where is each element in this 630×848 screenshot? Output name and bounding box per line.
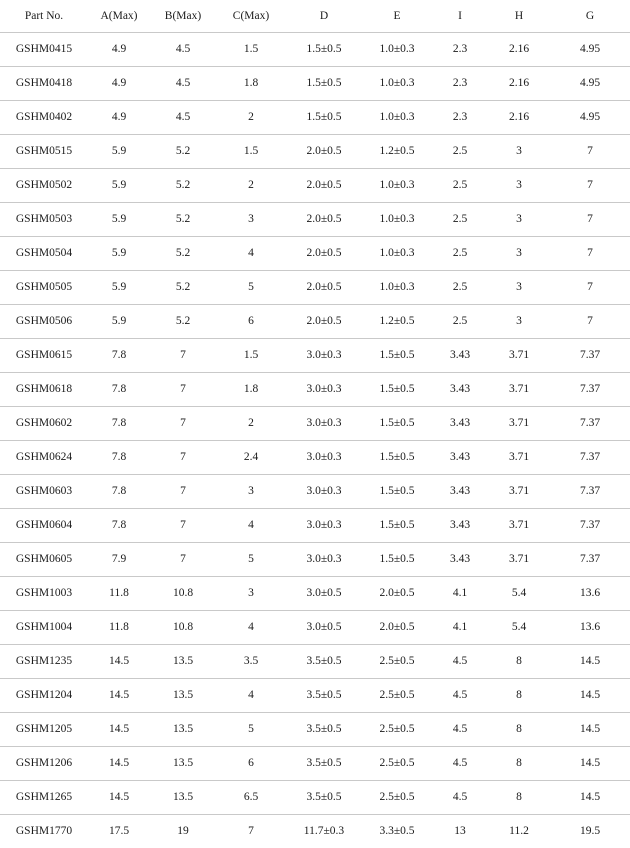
cell-value: 2.3 [432, 33, 488, 67]
cell-part-no: GSHM0504 [0, 237, 88, 271]
cell-value: 2.5±0.5 [362, 781, 432, 815]
cell-value: 3.71 [488, 475, 550, 509]
table-row [0, 645, 630, 679]
cell-value: 2 [216, 407, 286, 441]
cell-value: 3 [216, 475, 286, 509]
cell-value: 7 [550, 237, 630, 271]
cell-part-no: GSHM0615 [0, 339, 88, 373]
cell-part-no: GSHM1205 [0, 713, 88, 747]
cell-value: 3.0±0.3 [286, 339, 362, 373]
cell-value: 8 [488, 645, 550, 679]
cell-value: 2.4 [216, 441, 286, 475]
cell-value: 3.43 [432, 475, 488, 509]
cell-part-no: GSHM1004 [0, 611, 88, 645]
cell-value: 4 [216, 679, 286, 713]
table-row [0, 237, 630, 271]
cell-value: 3.71 [488, 339, 550, 373]
cell-value: 4.5 [432, 781, 488, 815]
cell-value: 7 [150, 509, 216, 543]
table-row [0, 543, 630, 577]
cell-value: 8 [488, 679, 550, 713]
cell-value: 2 [216, 169, 286, 203]
cell-value: 3.5 [216, 645, 286, 679]
cell-value: 13.5 [150, 679, 216, 713]
cell-value: 13.6 [550, 577, 630, 611]
cell-value: 13.5 [150, 645, 216, 679]
cell-value: 7.8 [88, 407, 150, 441]
table-header-row [0, 0, 630, 33]
cell-value: 5.2 [150, 237, 216, 271]
cell-part-no: GSHM0418 [0, 67, 88, 101]
cell-value: 7 [550, 135, 630, 169]
cell-value: 7.8 [88, 509, 150, 543]
cell-part-no: GSHM0618 [0, 373, 88, 407]
cell-part-no: GSHM0505 [0, 271, 88, 305]
cell-value: 7.37 [550, 509, 630, 543]
cell-value: 3.43 [432, 339, 488, 373]
table-row [0, 679, 630, 713]
cell-value: 2.5±0.5 [362, 679, 432, 713]
cell-value: 7 [550, 169, 630, 203]
cell-value: 3.0±0.3 [286, 407, 362, 441]
cell-value: 1.5±0.5 [362, 475, 432, 509]
cell-value: 5.9 [88, 135, 150, 169]
cell-value: 2.0±0.5 [286, 271, 362, 305]
cell-value: 2.5 [432, 169, 488, 203]
cell-value: 4.5 [432, 679, 488, 713]
cell-value: 7.37 [550, 543, 630, 577]
cell-value: 3.3±0.5 [362, 815, 432, 848]
cell-value: 8 [488, 747, 550, 781]
cell-value: 6 [216, 747, 286, 781]
cell-value: 2.5±0.5 [362, 645, 432, 679]
cell-value: 2.5 [432, 237, 488, 271]
cell-value: 4.5 [150, 33, 216, 67]
cell-value: 5.2 [150, 169, 216, 203]
cell-value: 3.5±0.5 [286, 781, 362, 815]
cell-value: 3 [488, 271, 550, 305]
cell-value: 14.5 [550, 747, 630, 781]
cell-value: 2.5 [432, 203, 488, 237]
cell-value: 4.5 [432, 645, 488, 679]
cell-value: 11.8 [88, 611, 150, 645]
cell-part-no: GSHM1003 [0, 577, 88, 611]
cell-value: 3.43 [432, 441, 488, 475]
cell-value: 3.0±0.3 [286, 509, 362, 543]
cell-value: 19.5 [550, 815, 630, 848]
cell-value: 4.95 [550, 67, 630, 101]
cell-value: 13.5 [150, 747, 216, 781]
table-row [0, 101, 630, 135]
cell-value: 14.5 [88, 781, 150, 815]
cell-value: 11.2 [488, 815, 550, 848]
cell-value: 3.43 [432, 509, 488, 543]
cell-value: 7.37 [550, 373, 630, 407]
cell-value: 5.2 [150, 271, 216, 305]
table-row [0, 441, 630, 475]
cell-part-no: GSHM0605 [0, 543, 88, 577]
cell-value: 14.5 [88, 679, 150, 713]
cell-value: 8 [488, 713, 550, 747]
cell-value: 14.5 [88, 645, 150, 679]
cell-value: 5.9 [88, 203, 150, 237]
cell-value: 1.8 [216, 67, 286, 101]
cell-value: 3.71 [488, 373, 550, 407]
cell-part-no: GSHM0604 [0, 509, 88, 543]
cell-part-no: GSHM1770 [0, 815, 88, 848]
cell-value: 3 [216, 577, 286, 611]
cell-value: 1.0±0.3 [362, 271, 432, 305]
table-row [0, 747, 630, 781]
cell-value: 2.0±0.5 [286, 135, 362, 169]
column-header-i: I [432, 0, 488, 33]
cell-value: 2.5±0.5 [362, 713, 432, 747]
cell-value: 5 [216, 713, 286, 747]
cell-value: 4.9 [88, 33, 150, 67]
cell-value: 2.3 [432, 101, 488, 135]
cell-value: 1.0±0.3 [362, 237, 432, 271]
cell-value: 4.5 [432, 747, 488, 781]
cell-value: 4 [216, 509, 286, 543]
table-row [0, 373, 630, 407]
cell-value: 1.5±0.5 [362, 373, 432, 407]
cell-value: 7.37 [550, 339, 630, 373]
cell-value: 1.5 [216, 339, 286, 373]
column-header-h: H [488, 0, 550, 33]
table-row [0, 611, 630, 645]
cell-value: 7 [150, 373, 216, 407]
cell-value: 7 [150, 543, 216, 577]
cell-value: 3 [488, 305, 550, 339]
cell-value: 2.5±0.5 [362, 747, 432, 781]
cell-value: 4 [216, 237, 286, 271]
column-header-b-max: B(Max) [150, 0, 216, 33]
cell-value: 3.43 [432, 407, 488, 441]
cell-value: 5.2 [150, 135, 216, 169]
cell-value: 13.5 [150, 781, 216, 815]
cell-value: 2.0±0.5 [286, 237, 362, 271]
cell-value: 1.2±0.5 [362, 305, 432, 339]
cell-value: 2.3 [432, 67, 488, 101]
table-row [0, 407, 630, 441]
cell-part-no: GSHM1204 [0, 679, 88, 713]
cell-value: 17.5 [88, 815, 150, 848]
cell-value: 14.5 [550, 645, 630, 679]
cell-value: 7 [150, 339, 216, 373]
cell-value: 5.4 [488, 611, 550, 645]
cell-value: 7 [150, 441, 216, 475]
cell-value: 4.5 [150, 101, 216, 135]
cell-value: 14.5 [88, 747, 150, 781]
cell-value: 4.9 [88, 67, 150, 101]
cell-part-no: GSHM0402 [0, 101, 88, 135]
cell-value: 5 [216, 271, 286, 305]
cell-value: 14.5 [550, 679, 630, 713]
cell-part-no: GSHM0503 [0, 203, 88, 237]
cell-value: 1.5 [216, 33, 286, 67]
cell-value: 1.5±0.5 [362, 509, 432, 543]
table-row [0, 67, 630, 101]
table-row [0, 577, 630, 611]
cell-value: 1.5±0.5 [286, 101, 362, 135]
cell-value: 7 [550, 305, 630, 339]
cell-value: 1.5±0.5 [362, 441, 432, 475]
cell-value: 2.5 [432, 271, 488, 305]
column-header-part-no: Part No. [0, 0, 88, 33]
cell-part-no: GSHM0415 [0, 33, 88, 67]
table-row [0, 33, 630, 67]
cell-value: 4.95 [550, 33, 630, 67]
cell-value: 4.1 [432, 577, 488, 611]
cell-value: 4.5 [432, 713, 488, 747]
cell-value: 4.1 [432, 611, 488, 645]
table-row [0, 203, 630, 237]
cell-value: 11.7±0.3 [286, 815, 362, 848]
cell-value: 3.5±0.5 [286, 747, 362, 781]
column-header-e: E [362, 0, 432, 33]
cell-part-no: GSHM1235 [0, 645, 88, 679]
cell-part-no: GSHM0603 [0, 475, 88, 509]
cell-value: 3.5±0.5 [286, 679, 362, 713]
cell-value: 2.5 [432, 305, 488, 339]
cell-value: 1.0±0.3 [362, 33, 432, 67]
cell-value: 4.95 [550, 101, 630, 135]
table-row [0, 305, 630, 339]
cell-value: 2.16 [488, 33, 550, 67]
cell-value: 5.4 [488, 577, 550, 611]
cell-part-no: GSHM1265 [0, 781, 88, 815]
cell-value: 5 [216, 543, 286, 577]
cell-value: 3.43 [432, 373, 488, 407]
cell-value: 3.0±0.5 [286, 577, 362, 611]
cell-value: 7.8 [88, 339, 150, 373]
cell-value: 10.8 [150, 611, 216, 645]
table-row [0, 815, 630, 848]
cell-value: 6.5 [216, 781, 286, 815]
cell-value: 3 [216, 203, 286, 237]
cell-value: 4 [216, 611, 286, 645]
cell-value: 1.5±0.5 [362, 407, 432, 441]
cell-value: 2.0±0.5 [362, 577, 432, 611]
table-body [0, 33, 630, 848]
cell-value: 2.0±0.5 [286, 203, 362, 237]
cell-value: 13 [432, 815, 488, 848]
cell-value: 7.37 [550, 407, 630, 441]
cell-value: 14.5 [550, 713, 630, 747]
cell-value: 2.5 [432, 135, 488, 169]
table-row [0, 271, 630, 305]
cell-value: 1.8 [216, 373, 286, 407]
table-row [0, 135, 630, 169]
cell-value: 1.0±0.3 [362, 67, 432, 101]
cell-value: 7.8 [88, 373, 150, 407]
cell-part-no: GSHM0624 [0, 441, 88, 475]
cell-value: 2.16 [488, 101, 550, 135]
cell-value: 2.16 [488, 67, 550, 101]
cell-value: 3.71 [488, 509, 550, 543]
cell-value: 3.0±0.3 [286, 373, 362, 407]
cell-value: 3.5±0.5 [286, 645, 362, 679]
cell-value: 3.71 [488, 543, 550, 577]
cell-value: 1.5±0.5 [362, 339, 432, 373]
cell-value: 10.8 [150, 577, 216, 611]
cell-value: 13.5 [150, 713, 216, 747]
cell-value: 3.71 [488, 407, 550, 441]
cell-value: 8 [488, 781, 550, 815]
cell-value: 7.8 [88, 475, 150, 509]
table-row [0, 169, 630, 203]
cell-value: 2.0±0.5 [286, 305, 362, 339]
cell-value: 7 [550, 271, 630, 305]
column-header-g: G [550, 0, 630, 33]
cell-value: 5.2 [150, 203, 216, 237]
cell-part-no: GSHM0506 [0, 305, 88, 339]
cell-value: 3.71 [488, 441, 550, 475]
cell-part-no: GSHM0515 [0, 135, 88, 169]
cell-value: 7 [550, 203, 630, 237]
cell-value: 3.0±0.5 [286, 611, 362, 645]
column-header-a-max: A(Max) [88, 0, 150, 33]
cell-value: 7.37 [550, 475, 630, 509]
cell-value: 3 [488, 135, 550, 169]
cell-value: 2.0±0.5 [362, 611, 432, 645]
cell-value: 2 [216, 101, 286, 135]
cell-value: 5.9 [88, 271, 150, 305]
cell-value: 3.0±0.3 [286, 475, 362, 509]
cell-value: 1.0±0.3 [362, 169, 432, 203]
column-header-c-max: C(Max) [216, 0, 286, 33]
cell-value: 7 [216, 815, 286, 848]
cell-value: 1.0±0.3 [362, 203, 432, 237]
cell-value: 3.43 [432, 543, 488, 577]
cell-value: 14.5 [550, 781, 630, 815]
cell-value: 1.5 [216, 135, 286, 169]
cell-value: 14.5 [88, 713, 150, 747]
cell-value: 3 [488, 169, 550, 203]
cell-value: 19 [150, 815, 216, 848]
cell-value: 6 [216, 305, 286, 339]
cell-value: 11.8 [88, 577, 150, 611]
cell-value: 3.5±0.5 [286, 713, 362, 747]
table-header [0, 0, 630, 33]
cell-value: 3 [488, 237, 550, 271]
cell-value: 3.0±0.3 [286, 543, 362, 577]
cell-value: 5.9 [88, 237, 150, 271]
cell-value: 7 [150, 407, 216, 441]
table-row [0, 713, 630, 747]
table-row [0, 339, 630, 373]
table-row [0, 781, 630, 815]
cell-part-no: GSHM0602 [0, 407, 88, 441]
cell-part-no: GSHM1206 [0, 747, 88, 781]
cell-value: 7 [150, 475, 216, 509]
cell-value: 2.0±0.5 [286, 169, 362, 203]
cell-value: 13.6 [550, 611, 630, 645]
cell-value: 1.0±0.3 [362, 101, 432, 135]
cell-value: 5.2 [150, 305, 216, 339]
cell-value: 4.5 [150, 67, 216, 101]
cell-value: 5.9 [88, 169, 150, 203]
cell-value: 1.5±0.5 [362, 543, 432, 577]
table-row [0, 475, 630, 509]
cell-value: 7.8 [88, 441, 150, 475]
cell-value: 4.9 [88, 101, 150, 135]
cell-value: 1.5±0.5 [286, 33, 362, 67]
cell-value: 1.5±0.5 [286, 67, 362, 101]
cell-value: 7.9 [88, 543, 150, 577]
table-row [0, 509, 630, 543]
cell-value: 7.37 [550, 441, 630, 475]
cell-value: 5.9 [88, 305, 150, 339]
column-header-d: D [286, 0, 362, 33]
cell-value: 3.0±0.3 [286, 441, 362, 475]
cell-value: 3 [488, 203, 550, 237]
cell-value: 1.2±0.5 [362, 135, 432, 169]
cell-part-no: GSHM0502 [0, 169, 88, 203]
